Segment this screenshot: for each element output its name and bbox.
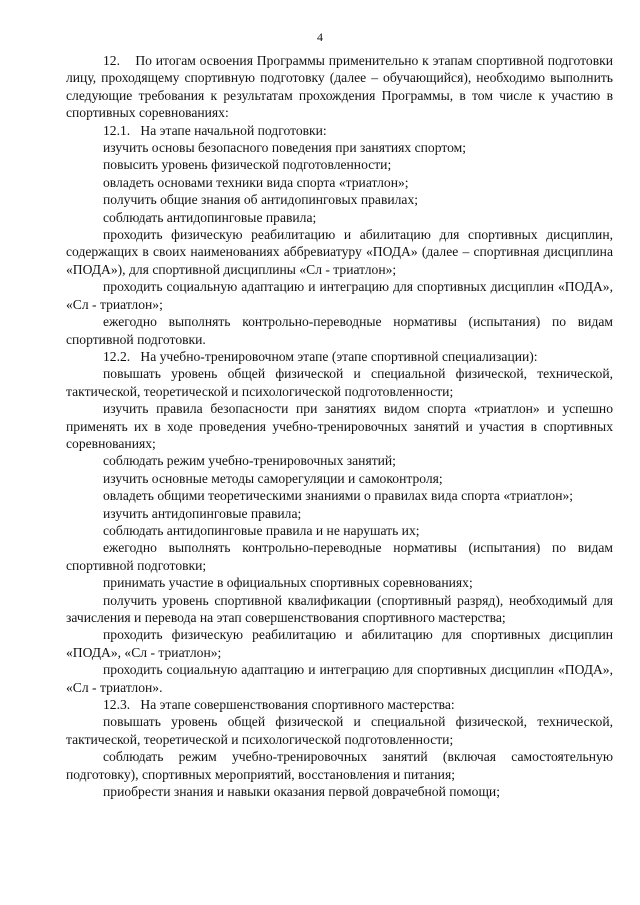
- heading-12-3: 12.3. На этапе совершенствования спортивного мастерства:: [103, 697, 455, 713]
- list-item: принимать участие в официальных спортивных соревнованиях;: [103, 575, 473, 591]
- list-item: изучить антидопинговые правила;: [103, 505, 302, 521]
- document-body: [66, 52, 613, 800]
- list-item: соблюдать антидопинговые правила и не нарушать их;: [103, 522, 420, 538]
- list-item: проходить социальную адаптацию и интеграцию для спортивных дисциплин «ПОДА», «Сл - триатлон».: [66, 662, 613, 695]
- list-item: повысить уровень физической подготовленности;: [103, 157, 392, 173]
- list-item: изучить правила безопасности при занятиях видом спорта «триатлон» и успешно применять их в ходе проведения учебно-тренировочных занятий и участия в спортивных соревнованиях;: [66, 401, 613, 451]
- page-number: 4: [317, 30, 323, 44]
- list-item: проходить физическую реабилитацию и абилитацию для спортивных дисциплин, содержащих в своих наименованиях аббревиатуру «ПОДА» (далее – спортивная дисциплина «ПОДА»), для спортивной дисциплины «Сл - триатлон»;: [66, 227, 613, 277]
- list-item: проходить социальную адаптацию и интеграцию для спортивных дисциплин «ПОДА», «Сл - триатлон»;: [66, 279, 613, 312]
- list-item: овладеть общими теоретическими знаниями о правилах вида спорта «триатлон»;: [103, 488, 574, 504]
- list-item: ежегодно выполнять контрольно-переводные нормативы (испытания) по видам спортивной подготовки.: [66, 314, 613, 347]
- heading-12-2: 12.2. На учебно-тренировочном этапе (этапе спортивной специализации):: [103, 348, 538, 364]
- list-item: соблюдать антидопинговые правила;: [103, 209, 317, 225]
- list-item: изучить основные методы саморегуляции и самоконтроля;: [103, 470, 443, 486]
- heading-12-1: 12.1. На этапе начальной подготовки:: [103, 122, 327, 138]
- list-item: изучить основы безопасного поведения при занятиях спортом;: [103, 140, 467, 156]
- list-item: ежегодно выполнять контрольно-переводные нормативы (испытания) по видам спортивной подготовки;: [66, 540, 613, 573]
- list-item: соблюдать режим учебно-тренировочных занятий (включая самостоятельную подготовку), спортивных мероприятий, восстановления и питания;: [66, 749, 613, 782]
- list-item: овладеть основами техники вида спорта «триатлон»;: [103, 174, 409, 190]
- paragraph-12: 12. По итогам освоения Программы применительно к этапам спортивной подготовки лицу, проходящему спортивную подготовку (далее – обучающийся), необходимо выполнить следующие требования к результатам прохождения Программы, в том числе к участию в спортивных соревнованиях:: [66, 53, 613, 121]
- list-item: получить уровень спортивной квалификации (спортивный разряд), необходимый для зачисления и перевода на этап совершенствования спортивного мастерства;: [66, 592, 613, 625]
- list-item: соблюдать режим учебно-тренировочных занятий;: [103, 453, 396, 469]
- list-item: повышать уровень общей физической и специальной физической, технической, тактической, теоретической и психологической подготовленности;: [66, 714, 613, 747]
- list-item: проходить физическую реабилитацию и абилитацию для спортивных дисциплин «ПОДА», «Сл - триатлон»;: [66, 627, 613, 660]
- list-item: приобрести знания и навыки оказания первой доврачебной помощи;: [103, 784, 500, 800]
- list-item: получить общие знания об антидопинговых правилах;: [103, 192, 419, 208]
- list-item: повышать уровень общей физической и специальной физической, технической, тактической, теоретической и психологической подготовленности;: [66, 366, 613, 399]
